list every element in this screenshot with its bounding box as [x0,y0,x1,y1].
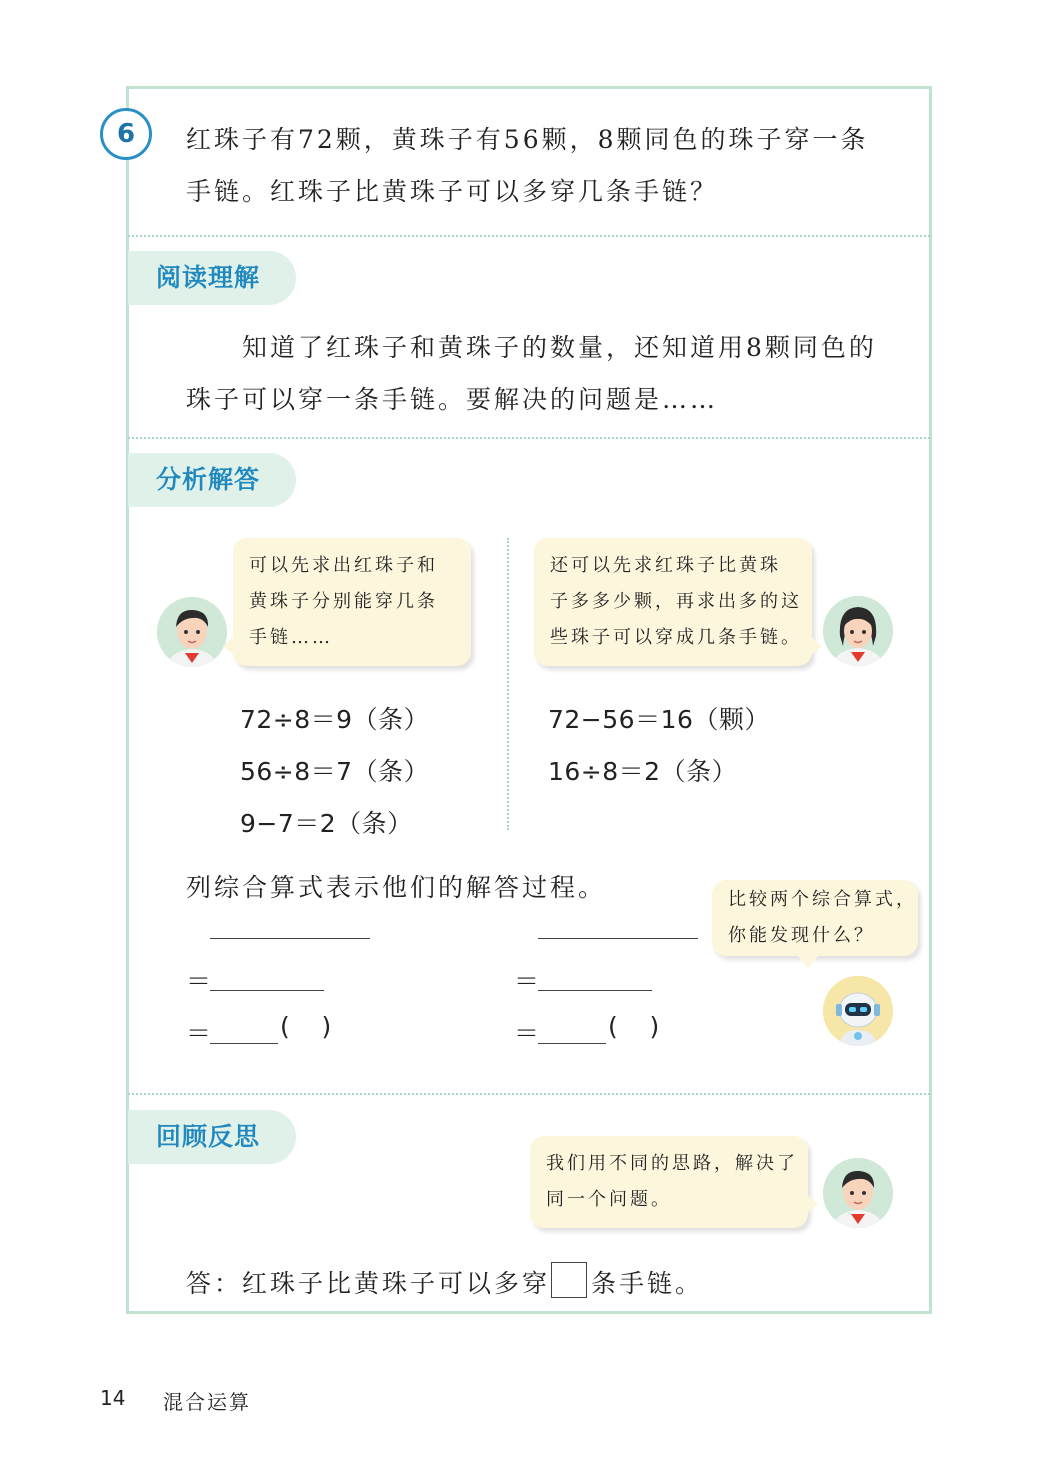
divider-3 [128,1093,930,1095]
left-blank-2[interactable] [210,990,324,991]
divider-2 [128,437,930,439]
right-blank-3[interactable] [538,1043,606,1044]
right-blank-2[interactable] [538,990,652,991]
girl-avatar [823,596,893,666]
robot-bubble-line-2: 你能发现什么？ [728,925,875,946]
left-equation-3-expr: 9−7＝2 [240,809,337,838]
answer-suffix: 条手链。 [591,1269,704,1298]
reading-line-2: 珠子可以穿一条手链。要解决的问题是…… [186,385,719,414]
boy-bubble-line-1: 可以先求出红珠子和 [249,555,438,576]
left-equation-2-expr: 56÷8＝7 [240,757,353,786]
reading-line-1: 知道了红珠子和黄珠子的数量，还知道用8颗同色的 [242,333,877,362]
robot-bubble-line-1: 比较两个综合算式， [728,889,917,910]
divider-1 [128,235,930,237]
boy-speech-bubble [233,538,471,666]
problem-line-2: 手链。红珠子比黄珠子可以多穿几条手链？ [186,177,719,206]
boy-avatar-review [823,1158,893,1228]
boy-bubble-line-3: 手链…… [249,627,333,648]
right-equals-3: ＝ [514,1019,540,1048]
problem-line-1: 红珠子有72颗，黄珠子有56颗，8颗同色的珠子穿一条 [186,125,869,154]
right-equation-1-unit: （颗） [693,705,770,734]
left-equation-1 [240,700,429,736]
answer-prefix: 答：红珠子比黄珠子可以多穿 [186,1269,551,1298]
robot-face-icon [823,976,893,1046]
girl-bubble-line-3: 些珠子可以穿成几条手链。 [550,627,802,648]
left-blank-1[interactable] [210,938,370,939]
section-tag-review: 回顾反思 [128,1110,296,1164]
left-blank-3[interactable] [210,1043,278,1044]
section-tag-analysis: 分析解答 [128,453,296,507]
right-equation-1-expr: 72−56＝16 [548,705,694,734]
right-blank-1[interactable] [538,938,698,939]
page-number: 14 [100,1386,126,1410]
problem-number-badge: 6 [100,108,152,160]
left-equation-1-unit: （条） [352,705,430,734]
boy-bubble-line-2: 黄珠子分别能穿几条 [249,591,438,612]
left-equals-3: ＝ [186,1019,212,1048]
left-equation-2-unit: （条） [352,757,430,786]
method-divider [507,538,509,830]
boy-face-review-icon [823,1158,893,1228]
right-equation-2 [548,752,737,788]
left-equation-3 [240,804,413,840]
review-speech-bubble [530,1136,808,1228]
section-tag-reading: 阅读理解 [128,251,296,305]
left-equation-3-unit: （条） [336,809,413,838]
boy-face-icon [157,597,227,667]
right-equation-1 [548,700,770,736]
left-equals-2: ＝ [186,967,212,996]
girl-speech-bubble [534,538,812,666]
right-equals-2: ＝ [514,967,540,996]
boy-avatar [157,597,227,667]
right-equation-2-expr: 16÷8＝2 [548,757,661,786]
right-unit-paren[interactable]: ( ) [608,1012,660,1041]
answer-input-box[interactable] [551,1262,587,1298]
chapter-title: 混合运算 [163,1390,251,1414]
instruction-text: 列综合算式表示他们的解答过程。 [186,873,607,902]
left-unit-paren[interactable]: ( ) [280,1012,332,1041]
robot-avatar [823,976,893,1046]
right-equation-2-unit: （条） [660,757,738,786]
left-equation-1-expr: 72÷8＝9 [240,705,353,734]
robot-speech-bubble [712,880,918,956]
girl-face-icon [823,596,893,666]
girl-bubble-line-2: 子多多少颗，再求出多的这 [550,591,802,612]
left-equation-2 [240,752,429,788]
girl-bubble-line-1: 还可以先求红珠子比黄珠 [550,555,781,576]
review-bubble-line-2: 同一个问题。 [546,1189,672,1210]
review-bubble-line-1: 我们用不同的思路，解决了 [546,1153,798,1174]
